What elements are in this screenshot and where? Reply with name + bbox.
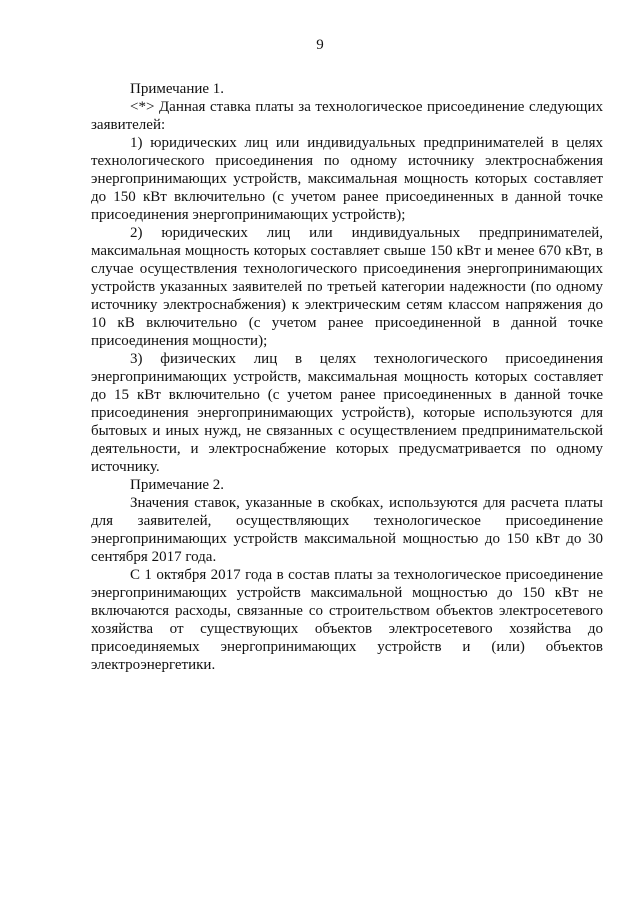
note-2-paragraph-1: Значения ставок, указанные в скобках, используются для расчета платы для заявителей, осуществляющих технологическое присоединение энергопринимающих устройств максимальной мощностью до 150 кВт до 30 сентября 2017 года. xyxy=(91,495,603,565)
note-1-item-2: 2) юридических лиц или индивидуальных предпринимателей, максимальная мощность которых составляет свыше 150 кВт и менее 670 кВт, в случае осуществления технологического присоединения энергопринимающих устройств указанных заявителей по третьей категории надежности (по одному источнику электроснабжения) к электрическим сетям классом напряжения до 10 кВ включительно (с учетом ранее присоединенной в данной точке присоединения мощности); xyxy=(91,225,603,349)
note-1-item-1: 1) юридических лиц или индивидуальных предпринимателей в целях технологического присоединения по одному источнику электроснабжения энергопринимающих устройств, максимальная мощность которых составляет до 150 кВт включительно (с учетом ранее присоединенных в данной точке присоединения энергопринимающих устройств); xyxy=(91,135,603,223)
page-number: 9 xyxy=(316,37,324,53)
note-1-heading: Примечание 1. xyxy=(130,81,225,97)
note-1-intro: <*> Данная ставка платы за технологическое присоединение следующих заявителей: xyxy=(91,99,603,133)
document-body xyxy=(91,80,603,674)
note-2-heading: Примечание 2. xyxy=(130,477,225,493)
note-1-item-3: 3) физических лиц в целях технологического присоединения энергопринимающих устройств, максимальная мощность которых составляет до 15 кВт включительно (с учетом ранее присоединенных в данной точке присоединения энергопринимающих устройств), которые используются для бытовых и иных нужд, не связанных с осуществлением предпринимательской деятельности, и электроснабжение которых предусматривается по одному источнику. xyxy=(91,351,603,475)
note-2-paragraph-2: С 1 октября 2017 года в состав платы за технологическое присоединение энергопринимающих устройств максимальной мощностью до 150 кВт не включаются расходы, связанные со строительством объектов электросетевого хозяйства от существующих объектов электросетевого хозяйства до присоединяемых энергопринимающих устройств и (или) объектов электроэнергетики. xyxy=(91,567,603,673)
